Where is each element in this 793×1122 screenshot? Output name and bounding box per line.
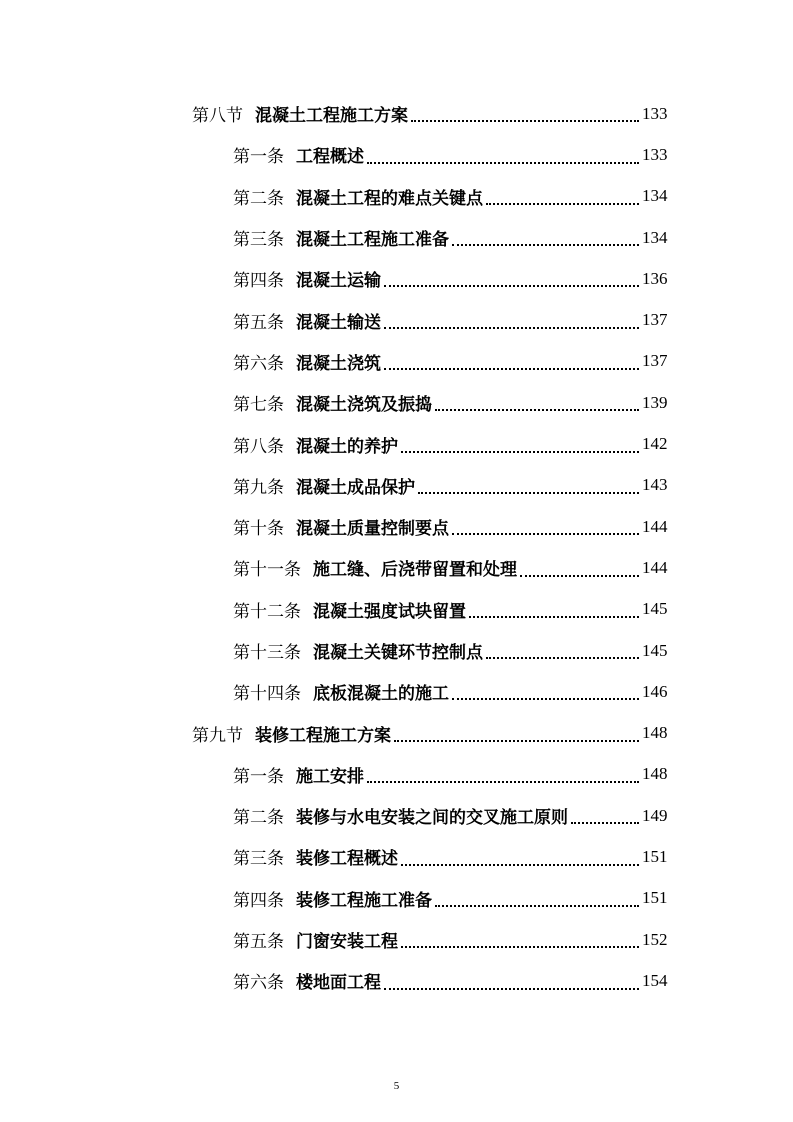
toc-leader-dots: [384, 284, 639, 287]
toc-item-entry[interactable]: [0, 836, 793, 877]
toc-entry-title: 混凝土浇筑: [296, 353, 381, 374]
toc-entry-title: 混凝土工程施工方案: [255, 106, 408, 127]
toc-entry-title: 混凝土工程施工准备: [296, 230, 449, 251]
toc-leader-dots: [384, 367, 639, 370]
page-number: 5: [393, 1080, 400, 1092]
toc-item-entry[interactable]: [0, 217, 793, 258]
toc-entry-title: 混凝土质量控制要点: [296, 519, 449, 540]
toc-leader-dots: [520, 574, 639, 577]
toc-entry-title: 工程概述: [296, 147, 364, 168]
toc-entry-title: 混凝土浇筑及振捣: [296, 395, 432, 416]
table-of-contents: [0, 93, 793, 1002]
toc-entry-title: 门窗安装工程: [296, 932, 398, 953]
toc-entry-page: 139: [642, 392, 668, 412]
toc-leader-dots: [486, 202, 639, 205]
toc-entry-page: 137: [642, 351, 668, 371]
toc-entry-number: 第十二条: [233, 601, 301, 622]
toc-entry-title: 混凝土运输: [296, 271, 381, 292]
toc-entry-number: 第十三条: [233, 643, 301, 663]
toc-entry-page: 134: [642, 186, 668, 206]
toc-entry-title: 施工缝、后浇带留置和处理: [313, 560, 517, 581]
toc-entry-page: 143: [642, 475, 668, 495]
toc-entry-page: 133: [642, 103, 668, 123]
toc-entry-number: 第十四条: [233, 684, 301, 705]
toc-leader-dots: [435, 408, 639, 411]
toc-item-entry[interactable]: [0, 878, 793, 919]
toc-entry-title: 装修与水电安装之间的交叉施工原则: [296, 808, 568, 829]
toc-leader-dots: [486, 656, 639, 659]
toc-item-entry[interactable]: [0, 382, 793, 423]
toc-item-entry[interactable]: [0, 341, 793, 382]
toc-entry-number: 第十条: [233, 519, 284, 540]
toc-entry-page: 151: [642, 846, 668, 866]
toc-entry-title: 装修工程施工准备: [296, 890, 432, 911]
toc-item-entry[interactable]: [0, 630, 793, 671]
toc-section-entry[interactable]: [0, 712, 793, 753]
toc-leader-dots: [394, 739, 639, 742]
toc-item-entry[interactable]: [0, 754, 793, 795]
toc-entry-title: 楼地面工程: [296, 973, 381, 994]
toc-entry-number: 第十一条: [233, 560, 301, 581]
toc-item-entry[interactable]: [0, 795, 793, 836]
toc-item-entry[interactable]: [0, 589, 793, 630]
toc-entry-number: 第八条: [233, 436, 284, 457]
toc-entry-number: 第一条: [233, 147, 284, 168]
toc-entry-number: 第六条: [233, 973, 284, 994]
toc-entry-title: 混凝土的养护: [296, 436, 398, 457]
toc-leader-dots: [452, 532, 639, 535]
toc-entry-number: 第二条: [233, 808, 284, 829]
toc-entry-page: 149: [642, 805, 668, 825]
toc-item-entry[interactable]: [0, 134, 793, 175]
toc-entry-page: 154: [642, 970, 668, 990]
toc-item-entry[interactable]: [0, 258, 793, 299]
toc-entry-number: 第六条: [233, 353, 284, 374]
toc-entry-number: 第三条: [233, 230, 284, 251]
toc-leader-dots: [367, 780, 639, 783]
toc-entry-title: 施工安排: [296, 766, 364, 787]
toc-leader-dots: [367, 161, 639, 164]
toc-item-entry[interactable]: [0, 506, 793, 547]
toc-entry-number: 第八节: [192, 106, 243, 127]
toc-entry-number: 第五条: [233, 932, 284, 953]
toc-leader-dots: [452, 697, 639, 700]
toc-entry-page: 145: [642, 640, 668, 660]
toc-entry-number: 第一条: [233, 766, 284, 787]
toc-entry-title: 混凝土成品保护: [296, 477, 415, 498]
toc-entry-number: 第四条: [233, 890, 284, 911]
toc-leader-dots: [411, 119, 639, 122]
toc-item-entry[interactable]: [0, 423, 793, 464]
toc-item-entry[interactable]: [0, 547, 793, 588]
toc-entry-page: 148: [642, 723, 668, 743]
toc-entry-number: 第三条: [233, 849, 284, 870]
toc-item-entry[interactable]: [0, 671, 793, 712]
toc-leader-dots: [418, 491, 639, 494]
toc-leader-dots: [384, 326, 639, 329]
toc-entry-title: 混凝土输送: [296, 312, 381, 333]
toc-entry-page: 142: [642, 434, 668, 454]
toc-entry-title: 混凝土工程的难点关键点: [296, 188, 483, 209]
toc-entry-page: 145: [642, 599, 668, 619]
toc-entry-page: 148: [642, 764, 668, 784]
toc-item-entry[interactable]: [0, 176, 793, 217]
toc-entry-page: 137: [642, 310, 668, 330]
toc-entry-page: 134: [642, 227, 668, 247]
toc-entry-page: 144: [642, 516, 668, 536]
toc-entry-page: 146: [642, 681, 668, 701]
toc-entry-page: 151: [642, 888, 668, 908]
toc-entry-number: 第九节: [192, 725, 243, 746]
toc-leader-dots: [401, 450, 639, 453]
toc-leader-dots: [469, 615, 639, 618]
toc-entry-page: 133: [642, 144, 668, 164]
toc-entry-page: 136: [642, 268, 668, 288]
toc-item-entry[interactable]: [0, 919, 793, 960]
toc-leader-dots: [435, 904, 639, 907]
toc-entry-number: 第九条: [233, 477, 284, 498]
toc-item-entry[interactable]: [0, 465, 793, 506]
toc-item-entry[interactable]: [0, 960, 793, 1001]
toc-entry-number: 第七条: [233, 395, 284, 416]
toc-leader-dots: [571, 821, 639, 824]
toc-entry-title: 混凝土强度试块留置: [313, 601, 466, 622]
toc-entry-number: 第四条: [233, 271, 284, 292]
toc-leader-dots: [452, 243, 639, 246]
toc-entry-number: 第二条: [233, 188, 284, 209]
toc-leader-dots: [384, 987, 639, 990]
toc-entry-title: 混凝土关键环节控制点: [313, 643, 483, 663]
toc-entry-title: 装修工程概述: [296, 849, 398, 870]
toc-entry-number: 第五条: [233, 312, 284, 333]
toc-leader-dots: [401, 945, 639, 948]
toc-entry-page: 144: [642, 557, 668, 577]
toc-section-entry[interactable]: [0, 93, 793, 134]
toc-entry-page: 152: [642, 929, 668, 949]
toc-entry-title: 装修工程施工方案: [255, 725, 391, 746]
toc-leader-dots: [401, 863, 639, 866]
toc-entry-title: 底板混凝土的施工: [313, 684, 449, 705]
toc-item-entry[interactable]: [0, 299, 793, 340]
